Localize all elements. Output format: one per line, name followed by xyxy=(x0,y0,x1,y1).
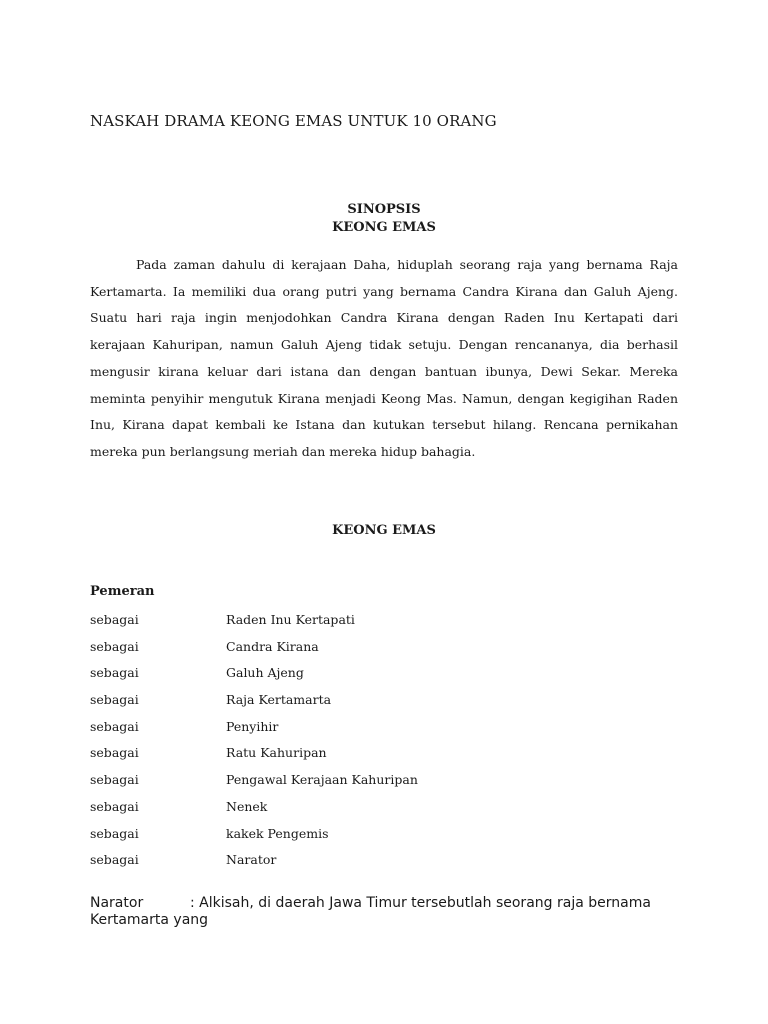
cast-role: Ratu Kahuripan xyxy=(226,745,327,761)
synopsis-heading: SINOPSIS xyxy=(347,202,421,217)
cast-as-label: sebagai xyxy=(90,745,139,761)
cast-as-label: sebagai xyxy=(90,852,139,868)
cast-role: Raja Kertamarta xyxy=(226,692,332,708)
cast-row xyxy=(90,744,650,771)
synopsis-paragraph: Pada zaman dahulu di kerajaan Daha, hiduplah seorang raja yang bernama Raja Kertamarta. Ia memiliki dua orang putri yang bernama Candra Kirana dan Galuh Ajeng. Suatu hari raja ingin menjodohkan Candra Kirana dengan Raden Inu Kertapati dari kerajaan Kahuripan, namun Galuh Ajeng tidak setuju. Dengan rencananya, dia berhasil mengusir kirana keluar dari istana dan dengan bantuan ibunya, Dewi Sekar. Mereka meminta penyihir mengutuk Kirana menjadi Keong Mas. Namun, dengan kegigihan Raden Inu, Kirana dapat kembali ke Istana dan kutukan tersebut hilang. Rencana pernikahan mereka pun berlangsung meriah dan mereka hidup bahagia. xyxy=(90,257,678,459)
narration-text: : Alkisah, di daerah Jawa Timur tersebutlah seorang raja bernama Kertamarta yang xyxy=(90,895,651,928)
cast-row xyxy=(90,798,650,825)
narration-line xyxy=(90,895,670,929)
narration-speaker: Narator xyxy=(90,895,144,911)
play-heading: KEONG EMAS xyxy=(332,523,436,538)
cast-row xyxy=(90,851,650,878)
cast-role: Narator xyxy=(226,852,277,868)
cast-row xyxy=(90,664,650,691)
cast-role: Nenek xyxy=(226,798,268,814)
cast-row xyxy=(90,718,650,745)
cast-row xyxy=(90,825,650,852)
cast-as-label: sebagai xyxy=(90,692,139,708)
cast-role: Raden Inu Kertapati xyxy=(226,612,355,627)
synopsis-subheading: KEONG EMAS xyxy=(332,220,436,235)
cast-row xyxy=(90,611,650,638)
cast-as-label: sebagai xyxy=(90,665,139,681)
cast-as-label: sebagai xyxy=(90,638,139,654)
cast-heading: Pemeran xyxy=(90,584,155,599)
cast-list xyxy=(90,611,650,878)
cast-as-label: sebagai xyxy=(90,612,139,627)
cast-role: Pengawal Kerajaan Kahuripan xyxy=(226,772,418,788)
cast-row xyxy=(90,771,650,798)
cast-row xyxy=(90,691,650,718)
cast-role: kakek Pengemis xyxy=(226,825,329,841)
cast-as-label: sebagai xyxy=(90,718,139,734)
document-title: NASKAH DRAMA KEONG EMAS UNTUK 10 ORANG xyxy=(90,112,497,130)
cast-as-label: sebagai xyxy=(90,798,139,814)
cast-role: Candra Kirana xyxy=(226,638,319,654)
cast-role: Penyihir xyxy=(226,718,279,734)
cast-role: Galuh Ajeng xyxy=(226,665,304,681)
cast-as-label: sebagai xyxy=(90,825,139,841)
cast-row xyxy=(90,638,650,665)
cast-as-label: sebagai xyxy=(90,772,139,788)
